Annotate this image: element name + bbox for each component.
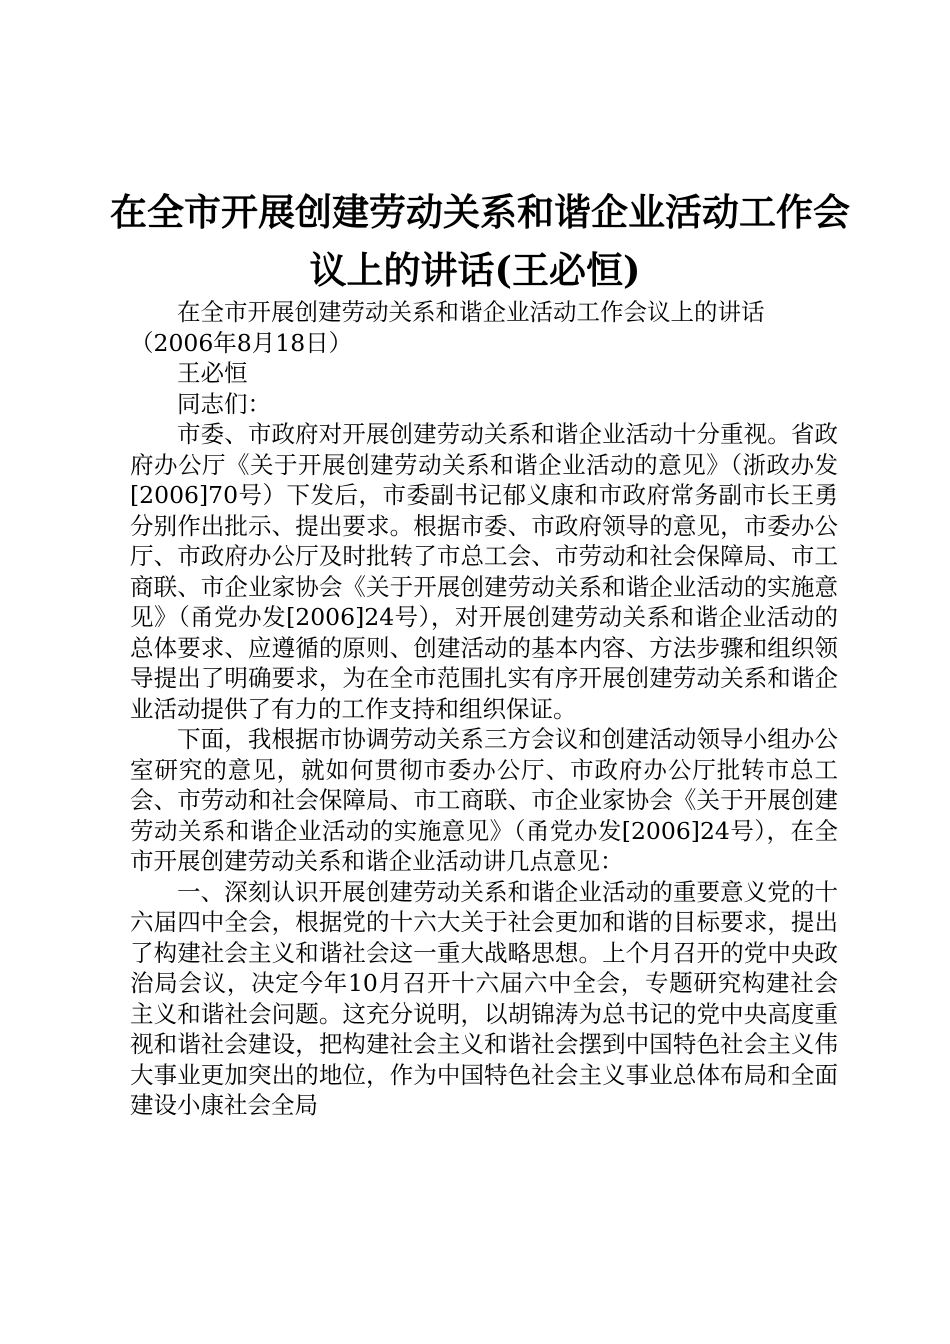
subtitle: 在全市开展创建劳动关系和谐企业活动工作会议上的讲话 [177,298,765,326]
document-body [130,297,838,1121]
paragraph-1: 市委、市政府对开展创建劳动关系和谐企业活动十分重视。省政府办公厅《关于开展创建劳动关系和谐企业活动的意见》（浙政办发[2006]70号）下发后，市委副书记郁义康和市政府常务副市长王勇分别作出批示、提出要求。根据市委、市政府领导的意见，市委办公厅、市政府办公厅及时批转了市总工会、市劳动和社会保障局、市工商联、市企业家协会《关于开展创建劳动关系和谐企业活动的实施意见》（甬党办发[2006]24号），对开展创建劳动关系和谐企业活动的总体要求、应遵循的原则、创建活动的基本内容、方法步骤和组织领导提出了明确要求，为在全市范围扎实有序开展创建劳动关系和谐企业活动提供了有力的工作支持和组织保证。 [130,420,838,723]
author-name: 王必恒 [177,359,248,387]
paragraph-2: 下面，我根据市协调劳动关系三方会议和创建活动领导小组办公室研究的意见，就如何贯彻市委办公厅、市政府办公厅批转市总工会、市劳动和社会保障局、市工商联、市企业家协会《关于开展创建劳动关系和谐企业活动的实施意见》（甬党办发[2006]24号），在全市开展创建劳动关系和谐企业活动讲几点意见： [130,725,838,875]
salutation: 同志们： [177,389,271,418]
speech-date: （2006年8月18日） [130,328,353,357]
paragraph-3: 一、深刻认识开展创建劳动关系和谐企业活动的重要意义党的十六届四中全会，根据党的十六大关于社会更加和谐的目标要求，提出了构建社会主义和谐社会这一重大战略思想。上个月召开的党中央政治局会议，决定今年10月召开十六届六中全会，专题研究构建社会主义和谐社会问题。这充分说明，以胡锦涛为总书记的党中央高度重视和谐社会建设，把构建社会主义和谐社会摆到中国特色社会主义伟大事业更加突出的地位，作为中国特色社会主义事业总体布局和全面建设小康社会全局 [130,877,838,1119]
document-title-line-1: 在全市开展创建劳动关系和谐企业活动工作会 [110,190,850,234]
document-title-line-2: 议上的讲话(王必恒) [309,248,641,292]
